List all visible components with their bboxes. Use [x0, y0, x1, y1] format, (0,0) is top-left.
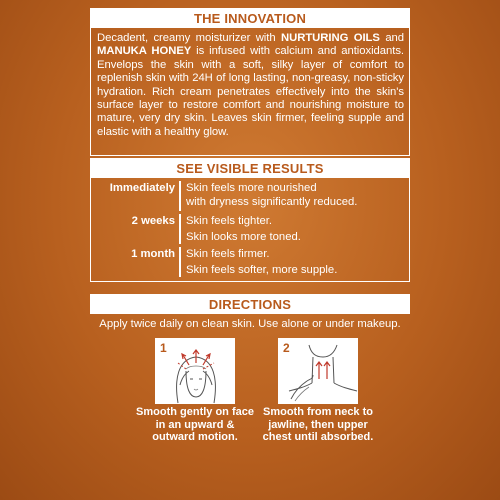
step-1-caption: Smooth gently on face in an upward & outward motion. — [136, 406, 254, 443]
step-2-illustration — [278, 338, 358, 404]
results-box — [90, 178, 410, 282]
results-line: Skin looks more toned. — [186, 231, 301, 243]
results-line: Skin feels tighter. — [186, 215, 273, 227]
results-label: Immediately — [109, 182, 175, 194]
results-line: Skin feels more nourished — [186, 182, 317, 194]
step-number: 1 — [160, 341, 167, 355]
directions-title: DIRECTIONS — [208, 296, 292, 312]
results-header — [90, 158, 410, 178]
directions-intro: Apply twice daily on clean skin. Use alone or under makeup. — [99, 318, 401, 330]
innovation-title: THE INNOVATION — [193, 10, 307, 26]
innovation-text-2: and — [379, 32, 405, 44]
directions-header — [90, 294, 410, 314]
step-2-caption: Smooth from neck to jawline, then upper chest until absorbed. — [262, 406, 374, 443]
results-row-immediately — [91, 181, 409, 211]
results-row-1-month — [91, 247, 409, 277]
innovation-paragraph — [97, 32, 404, 139]
innovation-header — [90, 8, 410, 28]
results-label: 1 month — [131, 248, 175, 260]
results-line: Skin feels firmer. — [186, 248, 270, 260]
results-title: SEE VISIBLE RESULTS — [176, 160, 324, 176]
innovation-text-3: is infused with calcium and antioxidants. Envelops the skin with a soft, silky layer of comfort to replenish skin with 24H of long lasting, non-greasy, non-sticky hydration. Rich cream penetrates effectively into the skin's surface layer to restore comfort and nourishing moisture to mature, very dry skin. Leaves skin firmer, feeling supple and elastic with a healthy glow. — [97, 45, 405, 138]
neck-massage-icon — [279, 339, 359, 405]
results-divider — [179, 247, 181, 277]
innovation-box — [90, 28, 410, 156]
results-line: with dryness significantly reduced. — [186, 196, 358, 208]
results-divider — [179, 181, 181, 211]
face-massage-icon — [156, 339, 236, 405]
results-divider — [179, 214, 181, 244]
step-1-illustration — [155, 338, 235, 404]
results-label: 2 weeks — [131, 215, 175, 227]
results-line: Skin feels softer, more supple. — [186, 264, 338, 276]
innovation-bold-oils: NURTURING OILS — [281, 32, 380, 44]
step-number: 2 — [283, 341, 290, 355]
results-row-2-weeks — [91, 214, 409, 244]
innovation-bold-honey: MANUKA HONEY — [97, 45, 192, 58]
innovation-text-1: Decadent, creamy moisturizer with — [97, 32, 281, 44]
